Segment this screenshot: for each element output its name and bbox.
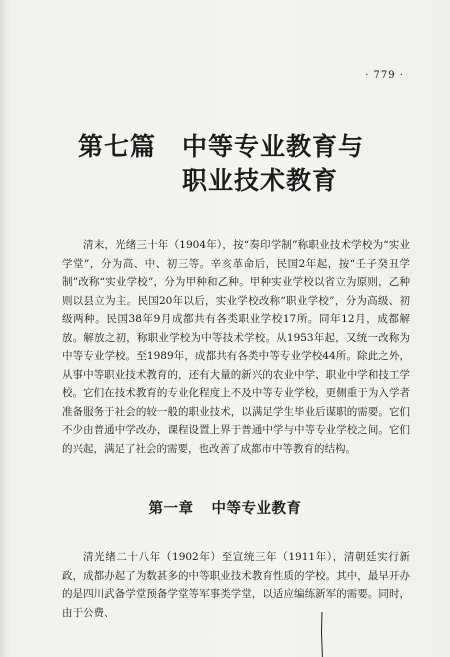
page-number: · 779 · <box>365 70 404 81</box>
part-label: 第七篇 <box>78 132 157 161</box>
intro-paragraph: 清末，光绪三十年（1904年），按“奏印学制”称职业技术学校为“实业学堂”，分为高、中、初三等。辛亥革命后，民国2年起，按“壬子癸丑学制”改称“实业学校”，分为甲种和乙种。甲种实业学校以省立为原则，乙种则以县立为主。民国20年以后，实业学校改称“职业学校”，分为高级、初级两种。民国38年9月成都共有各类职业学校17所。同年12月，成都解放。解放之初，称职业学校为中等技术学校。从1953年起，又统一改称为中等专业学校。至1989年，成都共有各类中等专业学校44所。除此之外，从事中等职业技术教育的，还有大量的新兴的农业中学、职业中学和技工学校。它们在技术教育的专业化程度上不及中等专业学校，更侧重于为入学者准备服务于社会的较一般的职业技术，以满足学生毕业后谋职的需要。它们不少由普通中学改办，课程设置上界于普通中学与中等专业学校之间。它们的兴起，满足了社会的需要，也改善了成都市中等教育的结构。 <box>62 239 410 455</box>
chapter-number: 第一章 <box>148 501 194 517</box>
part-title-line-2: 职业技术教育 <box>182 166 339 195</box>
chapter-paragraph: 清光绪二十八年（1902年）至宣统三年（1911年），清朝廷实行新政，成都办起了为数甚多的中等职业技术教育性质的学校。其中，最早开办的是四川武备学堂预备学堂等军事类学堂，以适应编练新军的需要。同时，由于公费、 <box>62 551 410 619</box>
chapter-name: 中等专业教育 <box>211 501 302 517</box>
part-title-line-1: 中等专业教育与 <box>182 132 365 161</box>
chapter-title <box>60 497 390 518</box>
part-title-row-1 <box>78 130 408 164</box>
part-title <box>78 130 408 198</box>
pen-mark <box>320 612 324 657</box>
